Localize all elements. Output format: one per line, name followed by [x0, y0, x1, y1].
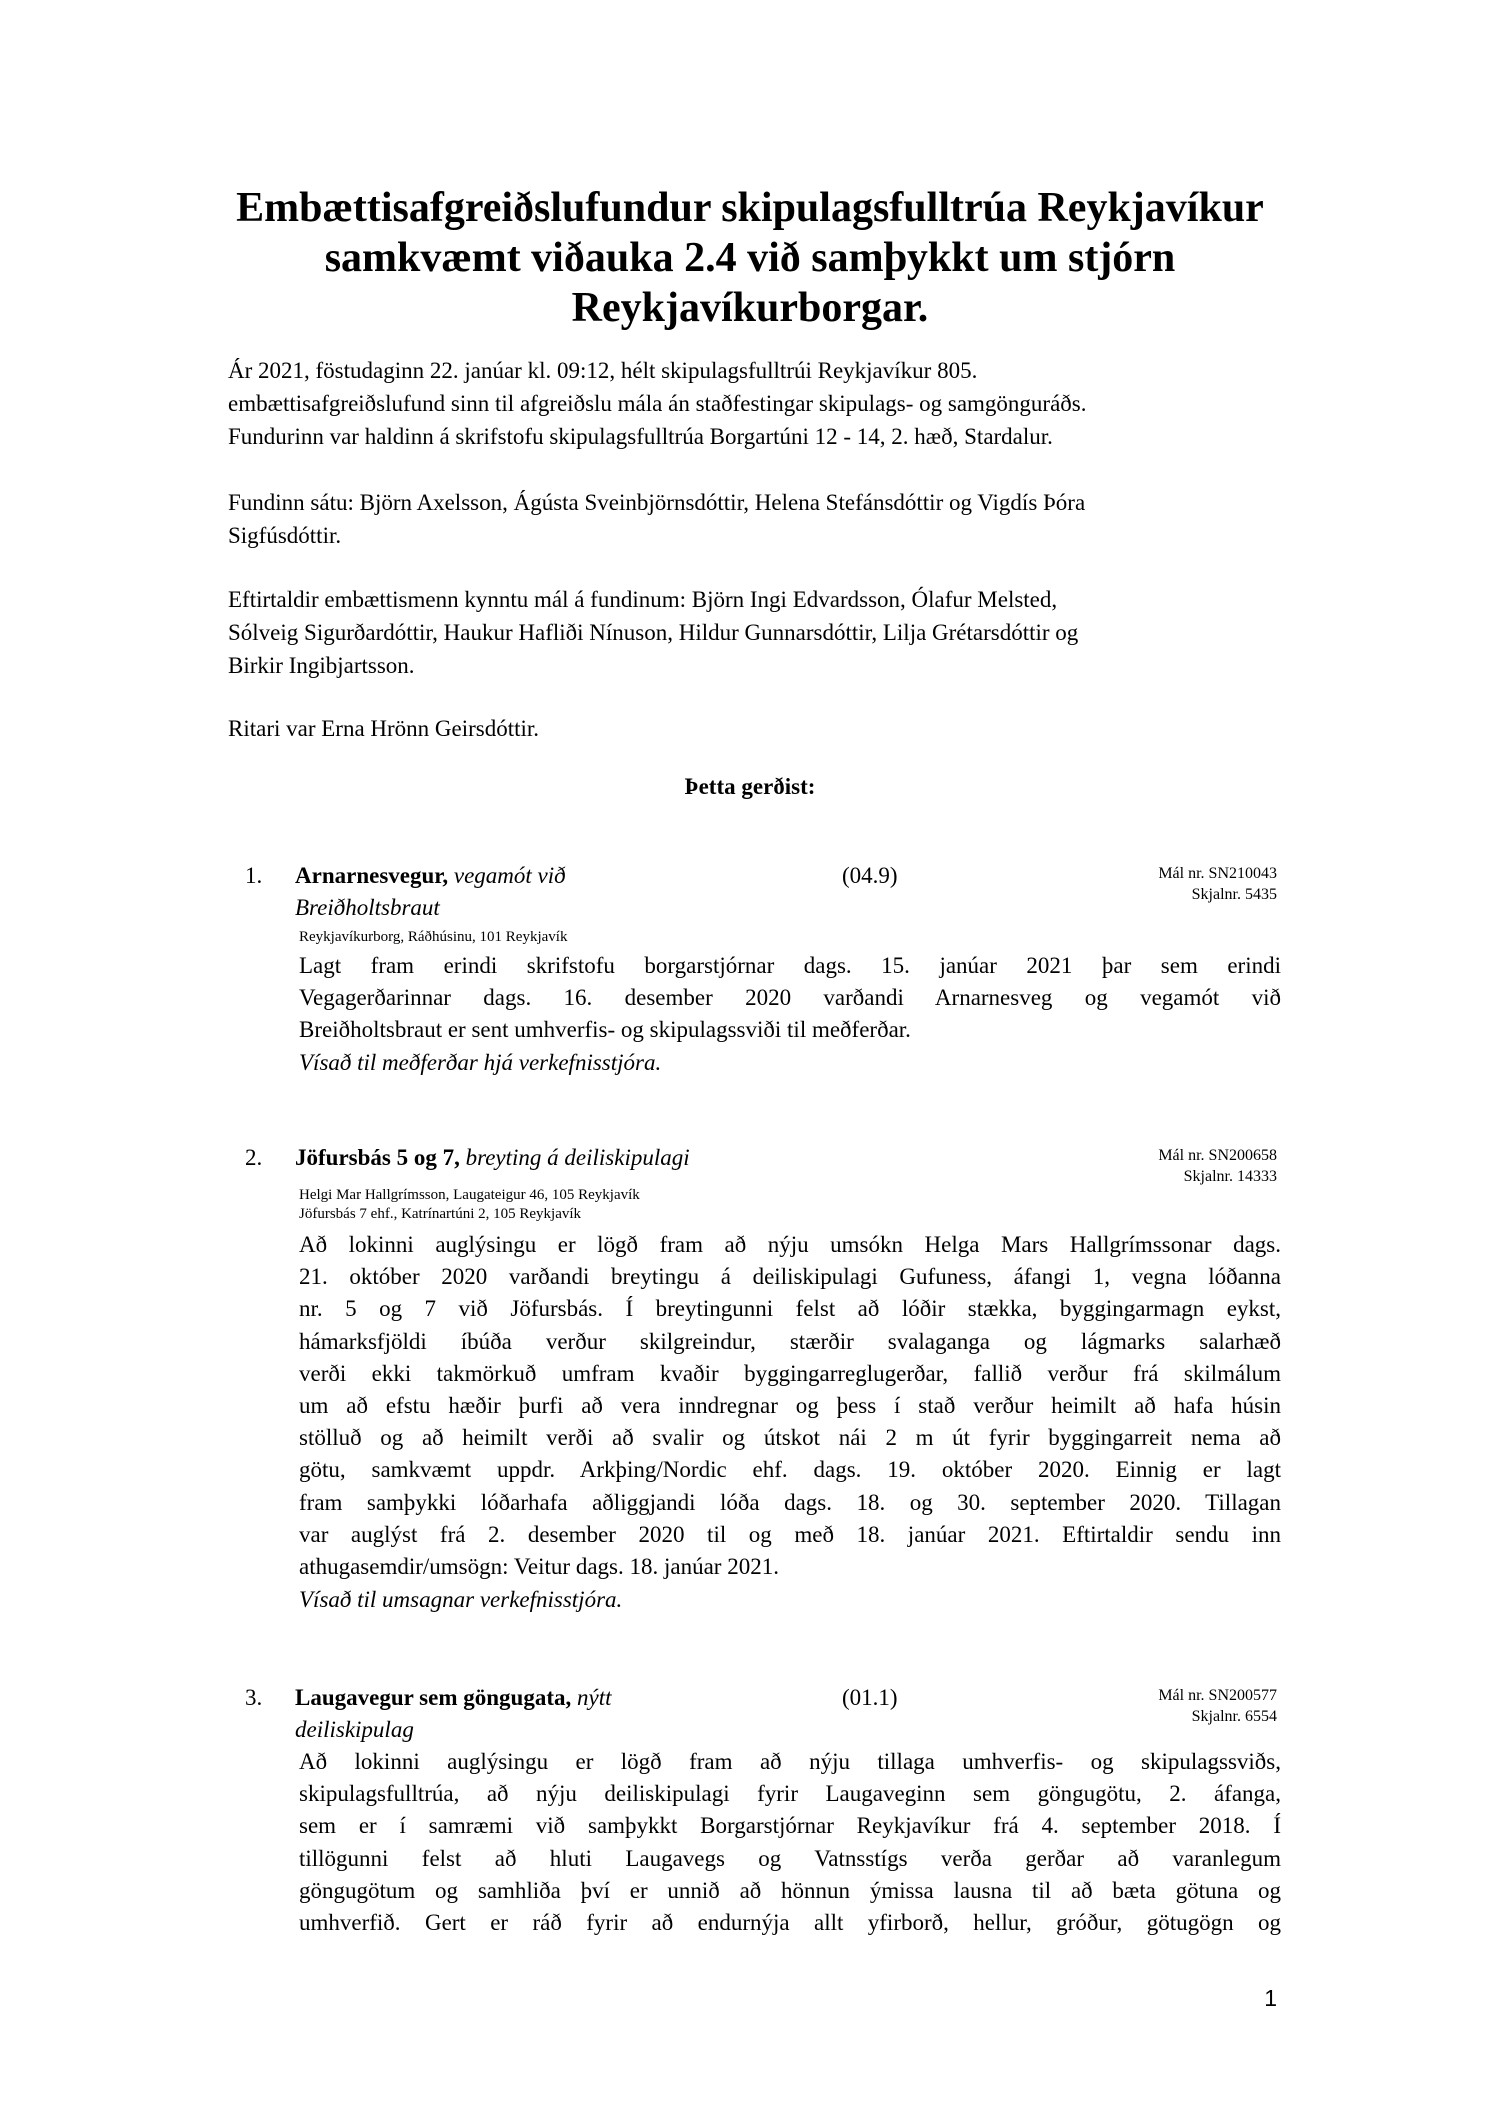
skjal-number: Skjalnr. 5435 — [1191, 886, 1277, 903]
mal-number: Mál nr. SN210043 — [1158, 865, 1277, 882]
meeting-paragraph — [228, 354, 1328, 453]
applicant-line: Helgi Mar Hallgrímsson, Laugateigur 46, 105 Reykjavík — [299, 1187, 640, 1203]
item-title-italic: vegamót við — [448, 863, 566, 888]
section-heading: Þetta gerðist: — [684, 774, 816, 799]
item-code: (04.9) — [842, 863, 898, 888]
body-line: Breiðholtsbraut er sent umhverfis- og skipulagssviði til meðferðar. — [299, 1017, 911, 1043]
applicant-line: Jöfursbás 7 ehf., Katrínartúni 2, 105 Reykjavík — [299, 1206, 582, 1222]
body-line: nr. 5 og 7 við Jöfursbás. Í breytingunni felst að lóðir stækka, byggingarmagn eykst, — [299, 1296, 1281, 1322]
text-line: Sólveig Sigurðardóttir, Haukur Hafliði Nínuson, Hildur Gunnarsdóttir, Lilja Grétarsdóttir og — [228, 620, 1079, 645]
body-line: Að lokinni auglýsingu er lögð fram að nýju umsókn Helga Mars Hallgrímssonar dags. — [299, 1232, 1281, 1257]
text-line: Birkir Ingibjartsson. — [228, 653, 415, 678]
body-line: sem er í samræmi við samþykkt Borgarstjórnar Reykjavíkur frá 4. september 2018. Í — [299, 1813, 1281, 1839]
body-line: um að efstu hæðir þurfi að vera inndregnar og þess í stað verður heimilt að hafa húsin — [299, 1393, 1281, 1419]
mal-number: Mál nr. SN200658 — [1158, 1147, 1277, 1164]
item-applicants — [299, 1186, 640, 1224]
item-body — [299, 950, 1281, 1047]
item-number: 1. — [245, 863, 263, 888]
item-conclusion: Vísað til umsagnar verkefnisstjóra. — [299, 1587, 623, 1612]
item-applicants — [299, 928, 567, 947]
body-line: Lagt fram erindi skrifstofu borgarstjórnar dags. 15. janúar 2021 þar sem erindi — [299, 953, 1281, 978]
applicant-line: Reykjavíkurborg, Ráðhúsinu, 101 Reykjavík — [299, 929, 568, 945]
item-reference — [1158, 863, 1277, 905]
item-title-italic: Breiðholtsbraut — [295, 895, 440, 920]
skjal-number: Skjalnr. 14333 — [1183, 1168, 1277, 1185]
title-line: Embættisafgreiðslufundur skipulagsfulltrúa Reykjavíkur — [236, 185, 1264, 231]
item-title-italic: deiliskipulag — [295, 1717, 414, 1742]
body-line: umhverfið. Gert er ráð fyrir að endurnýja allt yfirborð, hellur, gróður, götugögn og — [299, 1910, 1281, 1936]
item-body — [299, 1746, 1281, 1939]
title-line: Reykjavíkurborgar. — [571, 285, 929, 331]
item-number: 2. — [245, 1145, 263, 1170]
page-number: 1 — [1264, 1985, 1277, 2011]
body-line: götu, samkvæmt uppdr. Arkþing/Nordic ehf. dags. 19. október 2020. Einnig er lagt — [299, 1457, 1281, 1483]
body-line: Að lokinni auglýsingu er lögð fram að nýju tillaga umhverfis- og skipulagssviðs, — [299, 1749, 1281, 1774]
text-line: Eftirtaldir embættismenn kynntu mál á fundinum: Björn Ingi Edvardsson, Ólafur Melsted, — [228, 587, 1058, 612]
item-title-bold: Arnarnesvegur, — [295, 863, 449, 888]
text-line: Ritari var Erna Hrönn Geirsdóttir. — [228, 716, 540, 741]
skjal-number: Skjalnr. 6554 — [1191, 1708, 1277, 1725]
attendees-paragraph — [228, 486, 1328, 552]
text-line: Fundurinn var haldinn á skrifstofu skipulagsfulltrúa Borgartúni 12 - 14, 2. hæð, Stardalur. — [228, 424, 1053, 449]
body-line: skipulagsfulltrúa, að nýju deiliskipulagi fyrir Laugaveginn sem göngugötu, 2. áfanga, — [299, 1781, 1281, 1807]
officials-paragraph — [228, 583, 1328, 682]
mal-number: Mál nr. SN200577 — [1158, 1687, 1277, 1704]
item-title — [295, 1682, 612, 1746]
body-line: tillögunni felst að hluti Laugavegs og Vatnsstígs verða gerðar að varanlegum — [299, 1845, 1281, 1871]
item-title — [295, 860, 566, 924]
body-line: athugasemdir/umsögn: Veitur dags. 18. janúar 2021. — [299, 1554, 779, 1580]
item-number: 3. — [245, 1685, 263, 1710]
body-line: 21. október 2020 varðandi breytingu á deiliskipulagi Gufuness, áfangi 1, vegna lóðanna — [299, 1264, 1281, 1290]
body-line: var auglýst frá 2. desember 2020 til og með 18. janúar 2021. Eftirtaldir sendu inn — [299, 1521, 1281, 1547]
item-reference — [1158, 1685, 1277, 1727]
text-line: Fundinn sátu: Björn Axelsson, Ágústa Sveinbjörnsdóttir, Helena Stefánsdóttir og Vigdís Þóra — [228, 490, 1086, 515]
title-line: samkvæmt viðauka 2.4 við samþykkt um stjórn — [324, 235, 1176, 281]
item-reference — [1158, 1145, 1277, 1187]
body-line: Vegagerðarinnar dags. 16. desember 2020 varðandi Arnarnesveg og vegamót við — [299, 985, 1281, 1011]
item-body — [299, 1229, 1281, 1583]
body-line: hámarksfjöldi íbúða verður skilgreindur, stærðir svalaganga og lágmarks salarhæð — [299, 1328, 1281, 1354]
secretary-paragraph — [228, 712, 1328, 745]
body-line: göngugötum og samhliða því er unnið að hönnun ýmissa lausna til að bæta götuna og — [299, 1877, 1281, 1903]
item-title-italic: breyting á deiliskipulagi — [459, 1145, 690, 1170]
text-line: Sigfúsdóttir. — [228, 523, 342, 548]
text-line: embættisafgreiðslufund sinn til afgreiðslu mála án staðfestingar skipulags- og samgönguráðs. — [228, 391, 1087, 416]
body-line: fram samþykki lóðarhafa aðliggjandi lóða dags. 18. og 30. september 2020. Tillagan — [299, 1489, 1281, 1515]
body-line: stölluð og að heimilt verði að svalir og útskot nái 2 m út fyrir byggingarreit nema að — [299, 1425, 1281, 1451]
body-line: verði ekki takmörkuð umfram kvaðir byggingarreglugerðar, fallið verður frá skilmálum — [299, 1360, 1281, 1386]
item-title-bold: Jöfursbás 5 og 7, — [295, 1145, 460, 1170]
text-line: Ár 2021, föstudaginn 22. janúar kl. 09:12, hélt skipulagsfulltrúi Reykjavíkur 805. — [228, 358, 978, 383]
item-title-bold: Laugavegur sem göngugata, — [295, 1685, 572, 1710]
item-title-italic: nýtt — [571, 1685, 612, 1710]
document-title — [200, 183, 1300, 333]
item-code: (01.1) — [842, 1685, 898, 1710]
item-conclusion: Vísað til meðferðar hjá verkefnisstjóra. — [299, 1050, 662, 1075]
item-title — [295, 1142, 690, 1174]
